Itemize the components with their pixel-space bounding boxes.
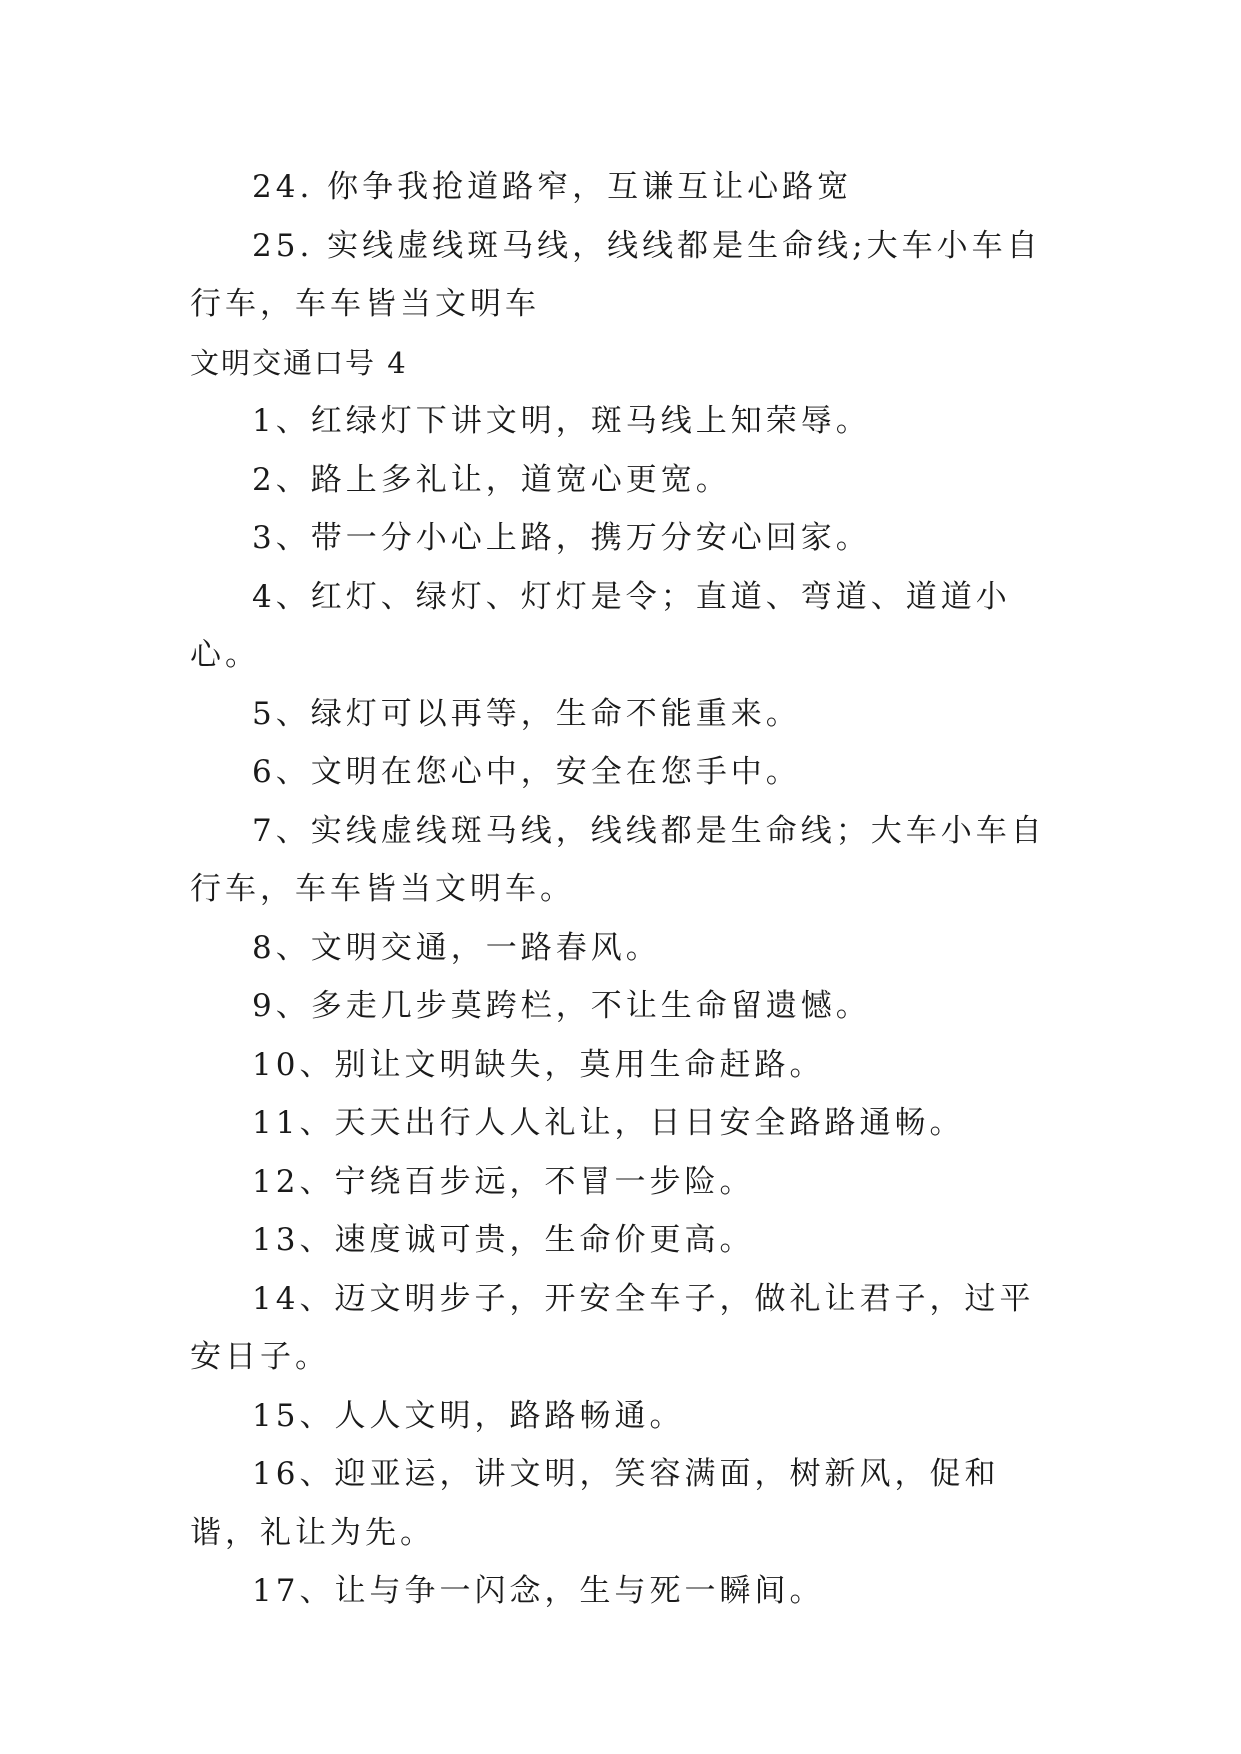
slogan-item: 11、天天出行人人礼让，日日安全路路通畅。 — [252, 1105, 965, 1141]
slogan-item: 13、速度诚可贵，生命价更高。 — [252, 1222, 755, 1258]
slogan-line: 24. 你争我抢道路窄，互谦互让心路宽 — [252, 169, 853, 205]
slogan-item: 5、绿灯可以再等，生命不能重来。 — [252, 695, 801, 732]
slogan-item: 12、宁绕百步远，不冒一步险。 — [252, 1163, 755, 1200]
slogan-item: 7、实线虚线斑马线，线线都是生命线；大车小车自行车，车车皆当文明车。 — [190, 812, 1046, 907]
slogan-item: 4、红灯、绿灯、灯灯是令；直道、弯道、道道小心。 — [190, 578, 1011, 673]
document-body — [190, 158, 1050, 1621]
slogan-item: 8、文明交通，一路春风。 — [252, 929, 661, 966]
slogan-item: 6、文明在您心中，安全在您手中。 — [252, 754, 801, 790]
slogan-item: 9、多走几步莫跨栏，不让生命留遗憾。 — [252, 988, 871, 1024]
slogan-item: 1、红绿灯下讲文明，斑马线上知荣辱。 — [252, 403, 871, 439]
slogan-line: 25. 实线虚线斑马线，线线都是生命线;大车小车自行车，车车皆当文明车 — [190, 227, 1042, 322]
section-heading: 文明交通口号 4 — [190, 345, 408, 380]
slogan-item: 17、让与争一闪念，生与死一瞬间。 — [252, 1573, 825, 1609]
slogan-item: 3、带一分小心上路，携万分安心回家。 — [252, 520, 871, 556]
slogan-item: 16、迎亚运，讲文明，笑容满面，树新风，促和谐，礼让为先。 — [190, 1456, 1000, 1551]
slogan-item: 15、人人文明，路路畅通。 — [252, 1397, 685, 1434]
slogan-item: 14、迈文明步子，开安全车子，做礼让君子，过平安日子。 — [190, 1280, 1035, 1375]
slogan-item: 2、路上多礼让，道宽心更宽。 — [252, 461, 731, 498]
slogan-item: 10、别让文明缺失，莫用生命赶路。 — [252, 1046, 825, 1083]
